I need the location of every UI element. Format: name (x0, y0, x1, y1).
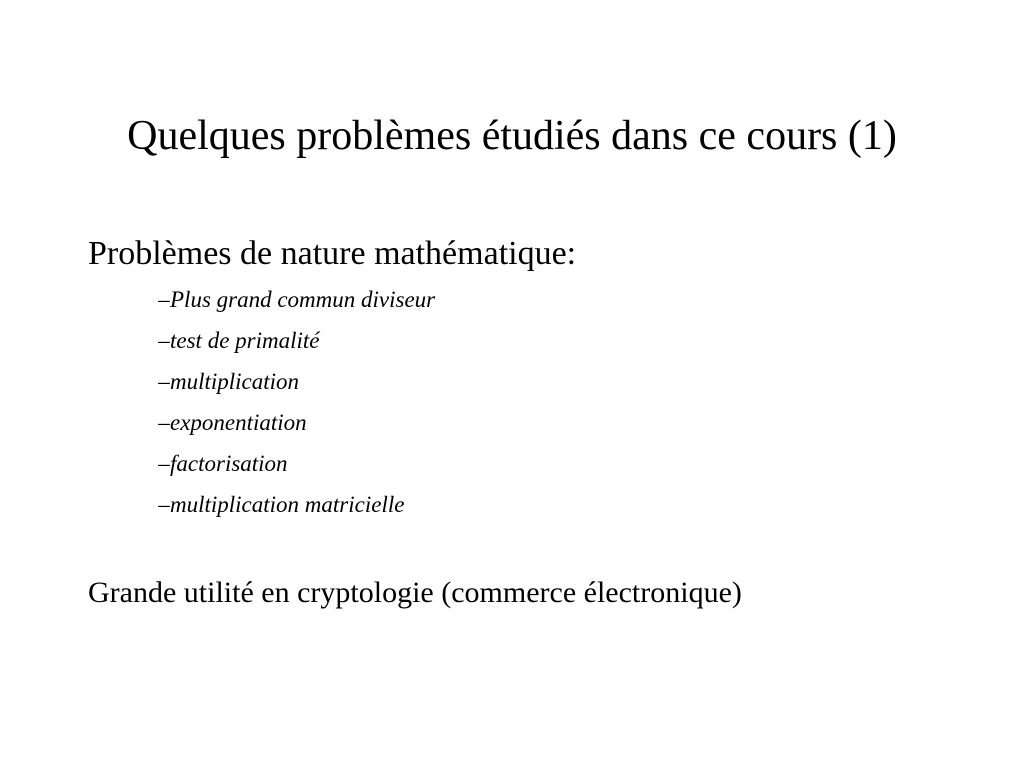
dash-bullet: – (158, 492, 170, 517)
list-item-text: exponentiation (170, 410, 307, 435)
dash-bullet: – (158, 328, 170, 353)
list-item-text: multiplication matricielle (170, 492, 405, 517)
dash-bullet: – (158, 287, 170, 312)
list-item-text: multiplication (170, 369, 300, 394)
dash-bullet: – (158, 369, 170, 394)
slide-title: Quelques problèmes étudiés dans ce cours (1) (127, 113, 897, 159)
section-heading: Problèmes de nature mathématique: (88, 235, 577, 272)
list-item-text: factorisation (170, 451, 288, 476)
dash-bullet: – (158, 410, 170, 435)
closing-statement: Grande utilité en cryptologie (commerce électronique) (88, 576, 742, 609)
dash-bullet: – (158, 451, 170, 476)
list-item-text: Plus grand commun diviseur (170, 287, 436, 312)
list-item-text: test de primalité (170, 328, 320, 353)
